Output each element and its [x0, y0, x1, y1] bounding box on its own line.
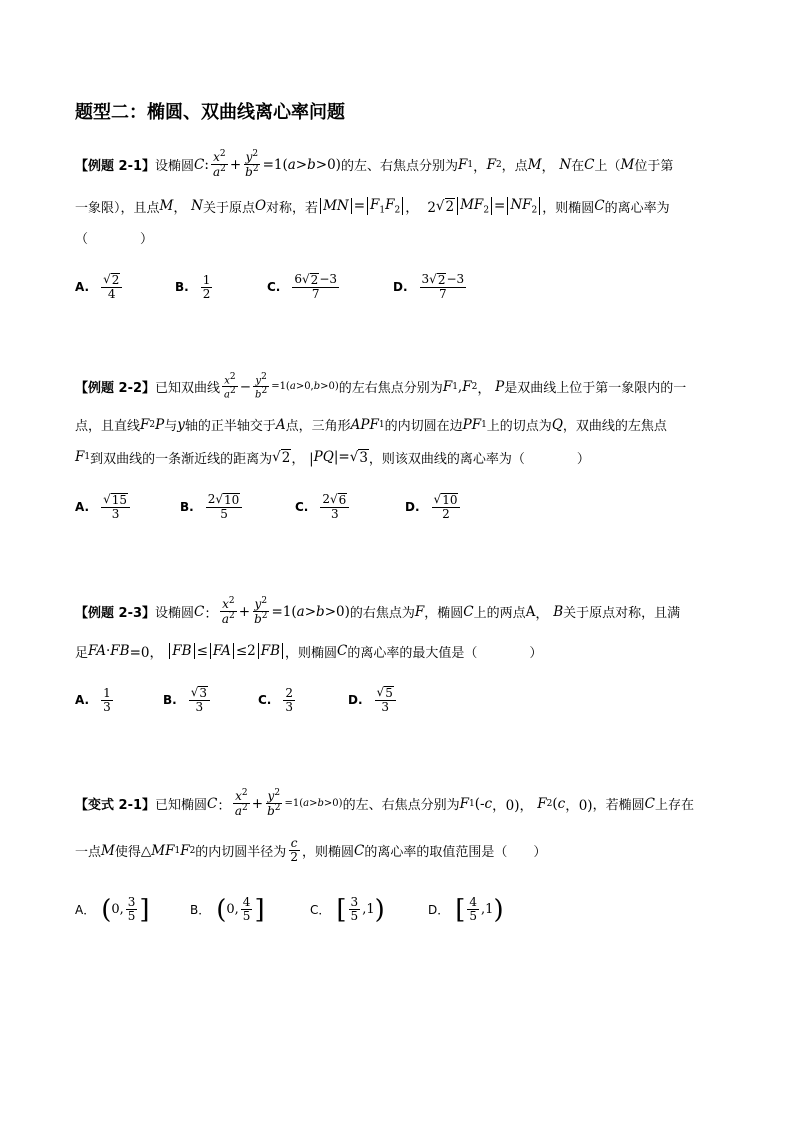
problem-2-2-options	[75, 493, 462, 521]
variant-2-1-line-1: 【变式 2-1】 已知椭圆 C ： $\frac{x^2}{a^2}$ + $\frac{y^2}{b^2}$ =1(a>b>0) 的左、右焦点分别为 F 1 (- c ，0)， F 2 ( c ，0) ，若椭圆 C 上存在	[75, 788, 694, 819]
option-b[interactable]: B. √ 3 3	[163, 686, 258, 714]
section-title: 题型二：椭圆、双曲线离心率问题	[75, 102, 345, 123]
problem-2-1-line-2: 一象限），且点 M ， N 关于原点 O 对称，若 MN = $F_1F_2$ ， 2 √ 2 $MF_2$ = $NF_2$ ，则椭圆 C 的离心率为	[75, 196, 670, 216]
option-d[interactable]: D. √ 10 2	[405, 493, 462, 521]
problem-2-2-tag: 【例题 2-2】	[75, 381, 156, 397]
option-d[interactable]: D． [ $\frac{4}{5}$ ,1 )	[428, 894, 504, 925]
formula-y2-b2: $\frac{y^2}{b^2}$	[245, 149, 259, 180]
problem-2-3-options	[75, 686, 398, 714]
variant-2-1-tag: 【变式 2-1】	[75, 798, 156, 814]
problem-2-3-line-2: 足 FA · FB =0， FB ≤ FA ≤2 FB ，则椭圆 C 的离心率的最大值是（ ）	[75, 643, 543, 661]
option-c[interactable]: C． [ $\frac{3}{5}$ ,1 )	[310, 894, 385, 925]
option-d[interactable]: D. 3 √ 2 −3 7	[393, 272, 465, 302]
option-c[interactable]: C. 2 √ 6 3	[295, 493, 405, 521]
option-b[interactable]: B. $\frac{1}{2}$	[175, 272, 211, 301]
option-c[interactable]: C. 6 √ 2 −3 7	[267, 272, 338, 302]
problem-2-2-line-2: 点，且直线 F 2 P 与 y 轴的正半轴交于 A 点，三角形 APF 1 的内切圆在边 PF 1 上的切点为 Q ，双曲线的左焦点	[75, 416, 667, 434]
option-a[interactable]: A. √ 2 4	[75, 273, 175, 301]
problem-2-2-line-1: 【例题 2-2】 已知双曲线 $\frac{x^2}{a^2}$ − $\frac{y^2}{b^2}$ =1(a>0,b>0) 的左右焦点分别为 F 1 , F 2 ， P 是双曲线上位于第一象限内的一	[75, 372, 687, 401]
problem-2-2-line-3: F 1 到双曲线的一条渐近线的距离为 √ 2 ， | PQ |= √ 3 ，则该双曲线的离心率为（ ）	[75, 448, 590, 467]
option-d[interactable]: D. √ 5 3	[348, 686, 398, 714]
problem-2-1-tag: 【例题 2-1】	[75, 159, 156, 175]
option-c[interactable]: C. $\frac{2}{3}$	[258, 685, 294, 714]
variant-2-1-line-2: 一点 M 使得 △ MF 1 F 2 的内切圆半径为 $\frac{c}{2}$ ，则椭圆 C 的离心率的取值范围是（ ）	[75, 836, 547, 865]
option-a[interactable]: A. √ 15 3	[75, 493, 180, 521]
formula-x2-a2: $\frac{x^2}{a^2}$	[212, 149, 226, 180]
problem-2-3-tag: 【例题 2-3】	[75, 606, 156, 622]
problem-2-1-line-3: （ ）	[75, 232, 154, 247]
option-a[interactable]: A． ( 0, $\frac{3}{5}$ ]	[75, 894, 150, 925]
problem-2-3-line-1: 【例题 2-3】 设椭圆 C ： $\frac{x^2}{a^2}$ + $\frac{y^2}{b^2}$ =1( a > b >0) 的右焦点为 F ，椭圆 C 上的两点 A ， B 关于原点对称，且满	[75, 596, 681, 627]
option-b[interactable]: B. 2 √ 10 5	[180, 493, 295, 521]
variant-2-1-options	[75, 896, 504, 923]
problem-2-1-options	[75, 273, 468, 301]
option-a[interactable]: A. $\frac{1}{3}$	[75, 685, 111, 714]
option-b[interactable]: B． ( 0, $\frac{4}{5}$ ]	[190, 894, 265, 925]
problem-2-1-line-1: 【例题 2-1】 设椭圆 C : $\frac{x^2}{a^2}$ + $\frac{y^2}{b^2}$ =1( a > b >0) 的左、右焦点分别为 F 1 ， F 2 ，点 M ， N 在 C 上（ M 位于第	[75, 149, 674, 180]
